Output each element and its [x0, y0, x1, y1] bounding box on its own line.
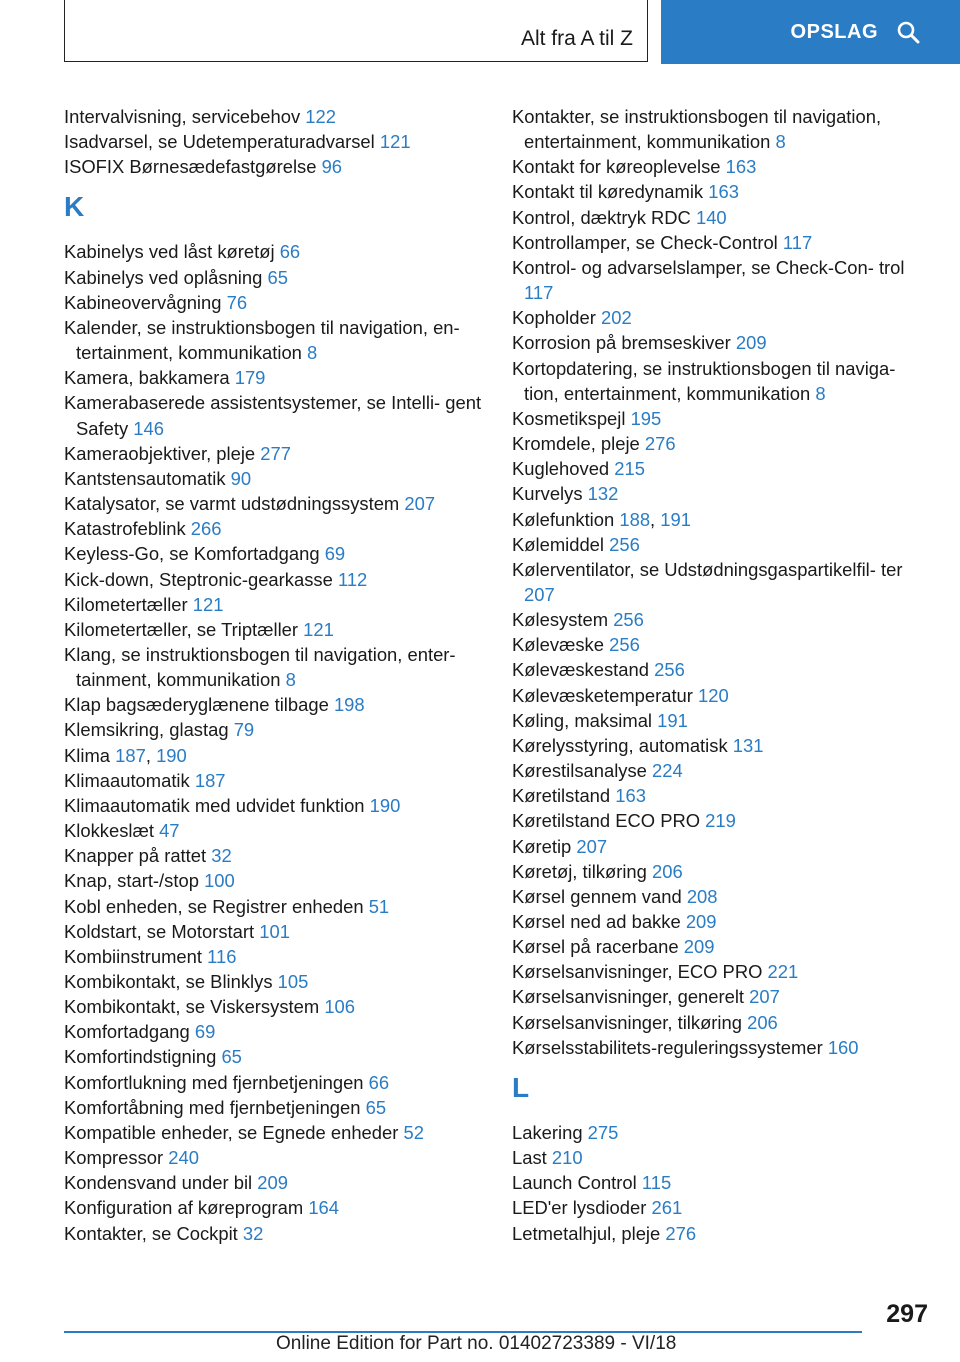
- index-entry: [64, 265, 484, 290]
- index-entry: [512, 205, 932, 230]
- index-entry-term: Last: [512, 1147, 547, 1169]
- index-entry-term: Klimaautomatik med udvidet funktion: [64, 794, 365, 816]
- page-reference-link[interactable]: 51: [368, 895, 390, 917]
- index-entry-term: Kuglehoved: [512, 458, 610, 480]
- index-entry: [512, 632, 932, 657]
- index-entry-term: Kølerventilator, se Udstødningsgaspartikelfil- ter: [512, 558, 903, 580]
- index-entry: [512, 758, 932, 783]
- page-reference-link[interactable]: 256: [609, 533, 640, 555]
- index-entry: [512, 909, 932, 934]
- index-entry: [64, 994, 484, 1019]
- page-reference-link[interactable]: 187: [115, 744, 146, 766]
- index-entry: [64, 154, 484, 179]
- index-entry-term: Komfortåbning med fjernbetjeningen: [64, 1096, 361, 1118]
- index-entry-term: Katastrofeblink: [64, 518, 186, 540]
- page-reference-link[interactable]: 207: [749, 986, 780, 1008]
- page-reference-link[interactable]: 66: [368, 1071, 390, 1093]
- page-reference-link[interactable]: 121: [192, 593, 224, 615]
- index-entry-term: Kortopdatering, se instruktionsbogen til naviga- tion, entertainment, kommunikation: [512, 357, 896, 404]
- page-reference-link[interactable]: 32: [242, 1222, 264, 1244]
- page-reference-link[interactable]: 215: [614, 458, 645, 480]
- index-entry-term: Kølefunktion: [512, 508, 615, 530]
- index-entry-term: Kondensvand under bil: [64, 1172, 253, 1194]
- index-entry-term: Kølevæske: [512, 634, 604, 656]
- page-reference-link[interactable]: 69: [194, 1021, 216, 1043]
- index-entry-term: Kosmetikspejl: [512, 407, 626, 429]
- index-entry: [512, 557, 932, 607]
- index-entry: [64, 1095, 484, 1120]
- index-entry: [512, 834, 932, 859]
- index-entry: [512, 104, 932, 154]
- index-entry-term: Klap bagsæderyglænene tilbage: [64, 694, 329, 716]
- index-entry-term: Koldstart, se Motorstart: [64, 920, 255, 942]
- index-entry-term: Lakering: [512, 1121, 583, 1143]
- page-reference-link[interactable]: 120: [698, 684, 729, 706]
- index-entry-term: Kørsel ned ad bakke: [512, 911, 681, 932]
- page-reference-link[interactable]: 198: [333, 694, 365, 716]
- index-entry: [64, 843, 484, 868]
- index-entry-term: Kørelysstyring, automatisk: [512, 734, 728, 756]
- index-entry-term: Katalysator, se varmt udstødningssystem: [64, 493, 400, 515]
- index-entry-term: Kombiinstrument: [64, 945, 202, 967]
- page-reference-link[interactable]: 256: [613, 609, 644, 631]
- page-reference-link[interactable]: 221: [767, 961, 799, 983]
- page-number: 297: [886, 1300, 928, 1328]
- index-entry-term: Kontrol, dæktryk RDC: [512, 206, 691, 228]
- index-entry: [512, 1221, 932, 1246]
- page-reference-link[interactable]: 275: [587, 1121, 619, 1143]
- index-entry: [64, 617, 484, 642]
- page-reference-link[interactable]: 266: [190, 518, 222, 540]
- index-entry-term: Komfortindstigning: [64, 1046, 217, 1068]
- page-reference-link[interactable]: 256: [654, 659, 685, 681]
- index-entry-term: Kontakt for køreoplevelse: [512, 156, 721, 178]
- index-entry: [64, 466, 484, 491]
- index-entry-term: Kontakter, se Cockpit: [64, 1222, 238, 1244]
- page-reference-link[interactable]: 146: [133, 417, 164, 439]
- page-reference-link[interactable]: 219: [705, 810, 736, 832]
- index-entry-term: Klang, se instruktionsbogen til navigation, enter- tainment, kommunikation: [64, 643, 456, 691]
- index-column-right: [512, 104, 932, 1246]
- index-entry: [64, 793, 484, 818]
- index-entry-term: Knap, start-/stop: [64, 870, 199, 892]
- page-reference-link[interactable]: 79: [233, 719, 255, 741]
- page-reference-link[interactable]: 209: [685, 911, 717, 932]
- index-entry-term: Korrosion på bremseskiver: [512, 332, 731, 354]
- page-reference-link[interactable]: 106: [324, 996, 355, 1018]
- page-reference-link[interactable]: 202: [600, 307, 632, 329]
- index-entry: [64, 491, 484, 516]
- index-entry-term: Køling, maksimal: [512, 709, 653, 731]
- index-entry-term: Kontakter, se instruktionsbogen til navigation, entertainment, kommunikation: [512, 106, 882, 153]
- search-icon: [896, 20, 920, 44]
- page-reference-link[interactable]: 8: [285, 669, 296, 691]
- index-entry-term: Komfortadgang: [64, 1021, 190, 1043]
- index-entry-term: Isadvarsel, se Udetemperaturadvarsel: [64, 131, 375, 153]
- index-entry-term: Kørselsanvisninger, ECO PRO: [512, 961, 763, 983]
- page-reference-link[interactable]: 101: [259, 920, 290, 942]
- index-entry-term: Køretilstand: [512, 785, 611, 807]
- page-reference-link[interactable]: 277: [260, 442, 291, 464]
- index-entry: [512, 783, 932, 808]
- index-entry: [512, 456, 932, 481]
- index-entry-term: Kamera, bakkamera: [64, 367, 230, 389]
- index-entry-term: Kørselsanvisninger, generelt: [512, 986, 745, 1008]
- page-reference-link[interactable]: 179: [234, 367, 266, 389]
- page-reference-link[interactable]: 191: [660, 508, 691, 530]
- index-entry-term: Kick-down, Steptronic-gearkasse: [64, 568, 333, 590]
- page-reference-link[interactable]: 160: [827, 1036, 859, 1058]
- index-entry-term: Komfortlukning med fjernbetjeningen: [64, 1071, 364, 1093]
- page-reference-link[interactable]: 69: [324, 543, 346, 565]
- index-entry: [512, 255, 932, 305]
- index-entry-term: Kombikontakt, se Blinklys: [64, 971, 273, 992]
- index-entry: [512, 179, 932, 204]
- page-reference-link[interactable]: 210: [551, 1147, 583, 1169]
- index-entry: [64, 919, 484, 944]
- page-reference-link[interactable]: 76: [226, 291, 248, 313]
- index-entry: [64, 567, 484, 592]
- lookup-button[interactable]: [661, 0, 960, 64]
- page-reference-link[interactable]: 190: [369, 794, 401, 816]
- index-entry-term: Kabinelys ved oplåsning: [64, 266, 263, 288]
- page-reference-link[interactable]: 117: [524, 282, 554, 304]
- index-entry: [512, 305, 932, 330]
- index-entry-term: Kontrol- og advarselslamper, se Check-Con- trol: [512, 256, 905, 278]
- index-entry: [64, 1221, 484, 1246]
- page-reference-link[interactable]: 208: [686, 885, 718, 907]
- page-reference-link[interactable]: 207: [404, 493, 436, 515]
- page-reference-link[interactable]: 164: [308, 1197, 340, 1219]
- index-entry-term: ISOFIX Børnesædefastgørelse: [64, 156, 317, 178]
- index-entry-term: Kompressor: [64, 1147, 164, 1169]
- index-entry: [512, 532, 932, 557]
- page-reference-link[interactable]: 209: [257, 1172, 288, 1194]
- page-reference-link[interactable]: 261: [651, 1197, 683, 1219]
- index-entry-term: Kilometertæller, se Triptæller: [64, 618, 299, 640]
- page-reference-link[interactable]: 47: [159, 820, 180, 842]
- index-letter-heading: K: [64, 191, 85, 223]
- page-reference-link[interactable]: 105: [277, 971, 309, 992]
- index-entry: [64, 290, 484, 315]
- index-entry-term: Kabinelys ved låst køretøj: [64, 241, 275, 263]
- page-reference-link[interactable]: 8: [815, 382, 826, 404]
- index-entry-term: Kølemiddel: [512, 533, 604, 555]
- page-reference-link[interactable]: 65: [267, 266, 288, 288]
- index-entry-term: Kørsel på racerbane: [512, 936, 679, 958]
- index-entry-term: Klimaautomatik: [64, 769, 190, 791]
- index-entry: [64, 365, 484, 390]
- index-entry: [64, 390, 484, 440]
- index-entry-term: Kølesystem: [512, 609, 609, 631]
- index-entry-term: Køretilstand ECO PRO: [512, 810, 701, 832]
- index-entry: [64, 1170, 484, 1195]
- index-entry: [64, 592, 484, 617]
- index-entry: [512, 808, 932, 833]
- index-entry: [512, 1170, 932, 1195]
- index-entry-term: Kameraobjektiver, pleje: [64, 442, 256, 464]
- index-entry-term: Kombikontakt, se Viskersystem: [64, 996, 320, 1018]
- index-entry: [64, 868, 484, 893]
- index-entry: [512, 884, 932, 909]
- index-entry: [64, 894, 484, 919]
- index-entry-term: LED'er lysdioder: [512, 1197, 647, 1219]
- index-entry: [512, 607, 932, 632]
- index-entry: [64, 541, 484, 566]
- section-header: [64, 0, 648, 62]
- index-entry: [64, 516, 484, 541]
- page-reference-link[interactable]: 207: [524, 583, 555, 605]
- page-reference-link[interactable]: 32: [211, 845, 232, 867]
- index-column-left: [64, 104, 484, 1246]
- page-reference-link[interactable]: 66: [279, 241, 301, 263]
- page-reference-link[interactable]: 96: [321, 156, 343, 178]
- index-entry: [512, 1195, 932, 1220]
- index-entry: [512, 1010, 932, 1035]
- page-reference-link[interactable]: 112: [337, 568, 368, 590]
- index-entry: [64, 969, 484, 994]
- index-entry-term: Kabineovervågning: [64, 291, 222, 313]
- page-reference-link[interactable]: 65: [365, 1096, 387, 1118]
- index-entry: [64, 315, 484, 365]
- index-entry: [64, 642, 484, 692]
- index-entry-term: Kobl enheden, se Registrer enheden: [64, 895, 364, 917]
- index-entry-term: Klemsikring, glastag: [64, 719, 229, 741]
- index-entry: [512, 859, 932, 884]
- index-entry: [64, 717, 484, 742]
- index-entry: [64, 1145, 484, 1170]
- lookup-label: OPSLAG: [790, 20, 878, 43]
- index-entry: [64, 104, 484, 129]
- index-entry: [512, 406, 932, 431]
- page-reference-link[interactable]: 163: [615, 785, 646, 807]
- index-entry-term: Kilometertæller: [64, 593, 188, 615]
- index-entry-term: Kontrollamper, se Check-Control: [512, 231, 778, 253]
- page-reference-link[interactable]: 132: [587, 483, 619, 505]
- index-entry-term: Kørselsstabilitets-reguleringssystemer: [512, 1036, 823, 1058]
- page-reference-link[interactable]: 115: [641, 1172, 672, 1194]
- page-reference-link[interactable]: 52: [403, 1121, 424, 1143]
- index-entry: Klima 187, 190: [64, 744, 187, 766]
- index-entry: [64, 1120, 484, 1145]
- index-entry: [512, 733, 932, 758]
- section-title: Alt fra A til Z: [520, 27, 633, 50]
- index-entry-term: Kromdele, pleje: [512, 433, 640, 455]
- page-reference-link[interactable]: 209: [683, 936, 715, 958]
- index-entry-term: Kølevæsketemperatur: [512, 684, 693, 706]
- page-reference-link[interactable]: 276: [665, 1222, 697, 1244]
- index-entry: [512, 934, 932, 959]
- page-reference-link[interactable]: 209: [735, 332, 767, 354]
- index-entry: [512, 1120, 932, 1145]
- index-entry: [512, 481, 932, 506]
- index-entry: [512, 657, 932, 682]
- index-entry: [512, 984, 932, 1009]
- index-entry: [64, 944, 484, 969]
- page-reference-link[interactable]: 121: [379, 131, 411, 153]
- index-entry: [512, 708, 932, 733]
- footer-edition-text: Online Edition for Part no. 01402723389 - VI/18: [276, 1333, 677, 1354]
- page-reference-link[interactable]: 224: [652, 760, 683, 782]
- page-reference-link[interactable]: 190: [156, 744, 187, 766]
- index-entry-term: Launch Control: [512, 1172, 637, 1194]
- page-reference-link[interactable]: 90: [230, 467, 252, 489]
- page-reference-link[interactable]: 163: [708, 181, 739, 203]
- page-reference-link[interactable]: 195: [630, 407, 662, 429]
- index-entry-term: Kompatible enheder, se Egnede enheder: [64, 1121, 399, 1143]
- index-entry: [512, 356, 932, 406]
- index-entry: [64, 768, 484, 793]
- index-entry-term: Knapper på rattet: [64, 845, 207, 867]
- index-entry-term: Kontakt til køredynamik: [512, 181, 704, 203]
- page-reference-link[interactable]: 65: [221, 1046, 242, 1068]
- page-reference-link[interactable]: 116: [207, 945, 237, 967]
- index-entry: [64, 441, 484, 466]
- index-entry-term: Intervalvisning, servicebehov: [64, 106, 301, 127]
- page-reference-link[interactable]: 8: [775, 131, 786, 153]
- page-reference-link[interactable]: 276: [644, 433, 676, 455]
- index-letter-heading: L: [512, 1071, 530, 1103]
- index-entry-term: Klokkeslæt: [64, 820, 154, 842]
- index-entry-term: Keyless-Go, se Komfortadgang: [64, 543, 320, 565]
- page-reference-link[interactable]: 163: [725, 156, 757, 178]
- index-entry-term: Letmetalhjul, pleje: [512, 1222, 661, 1244]
- page-reference-link[interactable]: 117: [782, 231, 813, 253]
- page-reference-link[interactable]: 140: [695, 206, 727, 228]
- index-entry-term: Konfiguration af køreprogram: [64, 1197, 304, 1219]
- index-entry: [64, 1070, 484, 1095]
- index-entry: [512, 1145, 932, 1170]
- index-entry-term: Kopholder: [512, 307, 596, 329]
- index-entry: [64, 818, 484, 843]
- index-entry: [512, 683, 932, 708]
- page-reference-link[interactable]: 206: [652, 860, 683, 882]
- index-entry: [64, 1195, 484, 1220]
- index-entry-term: Kørsel gennem vand: [512, 885, 682, 907]
- index-entry: [512, 959, 932, 984]
- index-entry-term: Kamerabaserede assistentsystemer, se Intelli- gent Safety: [64, 392, 482, 439]
- page-reference-link[interactable]: 121: [303, 618, 334, 640]
- index-entry-term: Kurvelys: [512, 483, 583, 505]
- page-reference-link[interactable]: 240: [168, 1147, 199, 1169]
- index-entry-term: Kørestilsanalyse: [512, 760, 647, 782]
- index-entry: [512, 330, 932, 355]
- index-entry-term: Kantstensautomatik: [64, 467, 226, 489]
- page-reference-link[interactable]: 131: [732, 734, 764, 756]
- index-entry: Kølefunktion 188, 191: [512, 508, 691, 530]
- page-reference-link[interactable]: 206: [747, 1011, 778, 1033]
- page-reference-link[interactable]: 188: [619, 508, 651, 530]
- page-reference-link[interactable]: 122: [305, 106, 336, 127]
- page-reference-link[interactable]: 100: [204, 870, 235, 892]
- index-entry-term: Klima: [64, 744, 110, 766]
- index-entry: [64, 1019, 484, 1044]
- index-entry: [512, 431, 932, 456]
- page-reference-link[interactable]: 191: [657, 709, 688, 731]
- page-reference-link[interactable]: 187: [194, 769, 226, 791]
- index-entry-term: Køretøj, tilkøring: [512, 860, 647, 882]
- page-reference-link[interactable]: 256: [609, 634, 640, 656]
- index-entry: [64, 129, 484, 154]
- index-entry: [512, 230, 932, 255]
- index-entry: [64, 1044, 484, 1069]
- index-entry: [512, 154, 932, 179]
- index-entry: [512, 1035, 932, 1060]
- index-entry-term: Køretip: [512, 835, 572, 857]
- page-reference-link[interactable]: 8: [307, 342, 318, 364]
- index-entry: [64, 239, 484, 264]
- index-entry-term: Kalender, se instruktionsbogen til navigation, en- tertainment, kommunikation: [64, 316, 460, 364]
- index-entry-term: Kølevæskestand: [512, 659, 649, 681]
- index-entry: [64, 692, 484, 717]
- index-entry-term: Kørselsanvisninger, tilkøring: [512, 1011, 742, 1033]
- page-reference-link[interactable]: 207: [576, 835, 608, 857]
